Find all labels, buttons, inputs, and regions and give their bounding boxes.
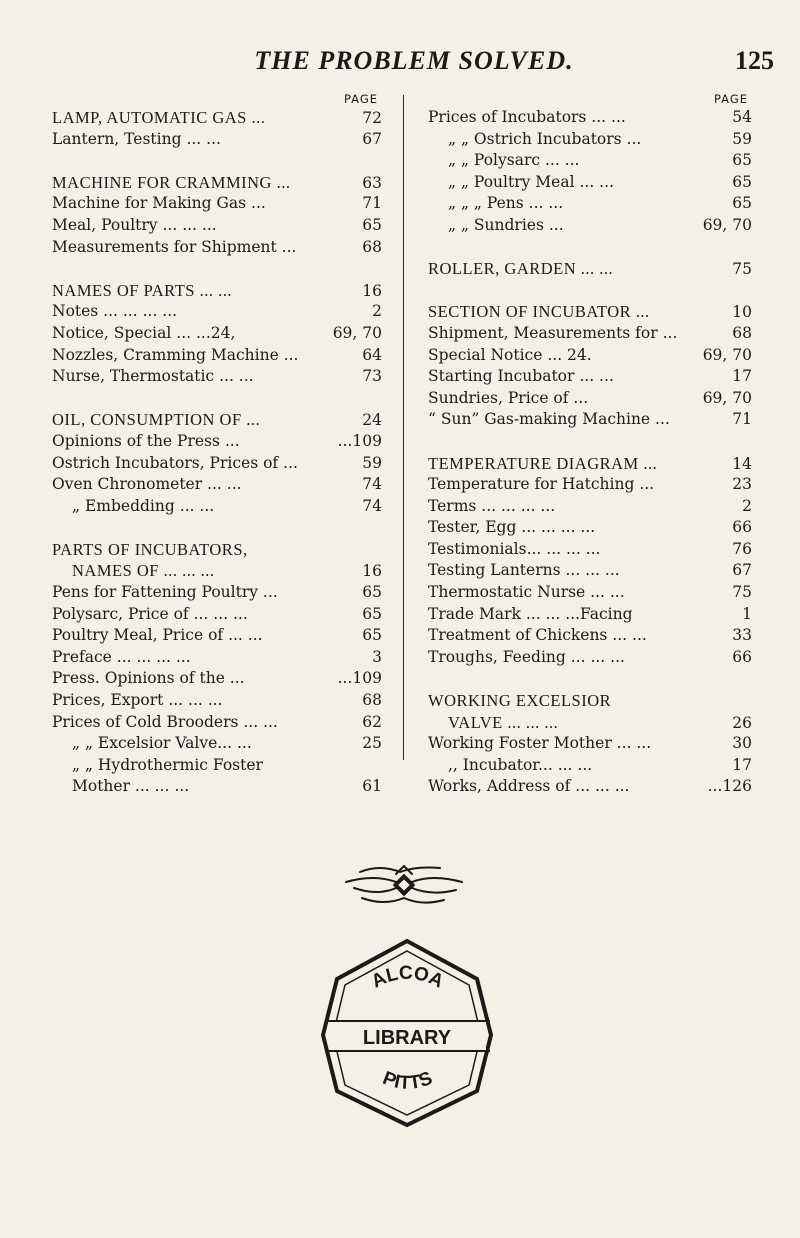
index-entry-text: Prices of Incubators ... ... [428, 108, 626, 126]
index-entry-page: 72 [362, 109, 382, 127]
index-entry-text: Sundries, Price of ... [428, 388, 589, 407]
running-header [54, 46, 774, 76]
index-entry-text: Thermostatic Nurse ... ... [428, 583, 625, 602]
index-entry [52, 193, 382, 215]
index-entry-page: 65 [362, 604, 382, 623]
index-entry-text: „ „ Sundries ... [448, 215, 564, 234]
index-entry [52, 431, 382, 453]
index-entry-page: 17 [732, 755, 752, 774]
page-column-heading: PAGE [713, 92, 748, 106]
index-entry [428, 150, 752, 172]
index-entry-text: ROLLER, GARDEN ... ... [428, 259, 614, 279]
index-entry [428, 388, 752, 410]
index-entry-text: TEMPERATURE DIAGRAM ... [428, 453, 658, 473]
index-entry-text: „ Embedding ... ... [72, 496, 215, 515]
section-gap [428, 280, 752, 302]
index-entry-page: 64 [362, 345, 382, 364]
index-entry-text: Measurements for Shipment ... [52, 237, 297, 256]
index-entry-page: ...109 [337, 431, 382, 450]
index-entry-text: ,, Incubator... ... ... [448, 755, 593, 774]
index-entry [428, 409, 752, 431]
index-entry-text: Trade Mark ... ... ...Facing [428, 604, 633, 623]
section-gap [428, 668, 752, 690]
index-entry [52, 215, 382, 237]
index-entry [428, 733, 752, 755]
index-entry-text: Testimonials... ... ... ... [428, 539, 601, 558]
section-gap [52, 150, 382, 172]
index-entry-text: Starting Incubator ... ... [428, 367, 614, 386]
index-entry-text: NAMES OF PARTS ... ... [52, 280, 232, 300]
index-entry-text: Temperature for Hatching ... [428, 475, 655, 494]
index-entry-text: Notes ... ... ... ... [52, 302, 178, 321]
column-divider [403, 95, 404, 760]
index-entry [52, 625, 382, 647]
index-entry [52, 582, 382, 604]
section-gap [52, 388, 382, 410]
index-entry-page: 65 [362, 215, 382, 234]
index-entry [52, 323, 382, 345]
index-entry-page: 24 [362, 411, 382, 430]
index-entry-text: Treatment of Chickens ... ... [428, 626, 647, 645]
stamp-top-text: ALCOA [368, 962, 447, 993]
index-entry-text: Terms ... ... ... ... [428, 496, 556, 515]
index-entry-text: „ „ Polysarc ... ... [448, 151, 580, 170]
index-entry-page: 2 [742, 496, 752, 515]
section-gap [52, 517, 382, 539]
index-entry-text: Polysarc, Price of ... ... ... [52, 604, 248, 623]
index-entry-page: 25 [362, 734, 382, 753]
index-entry-page: 71 [362, 194, 382, 213]
index-entry [428, 345, 752, 367]
index-entry [428, 647, 752, 669]
index-column-left [52, 92, 382, 798]
index-entry-page: 23 [732, 475, 752, 494]
index-entry [428, 582, 752, 604]
stamp-bottom-text: PITTS [379, 1067, 436, 1095]
index-entry-page: 68 [362, 237, 382, 256]
index-entry-page: 1 [742, 604, 752, 623]
index-entry-page: 67 [732, 561, 752, 580]
index-entry [52, 301, 382, 323]
index-entry-text: Meal, Poultry ... ... ... [52, 215, 217, 234]
index-entry [52, 453, 382, 475]
index-entry [428, 517, 752, 539]
page-title: THE PROBLEM SOLVED. [254, 46, 574, 75]
index-entry-text: Troughs, Feeding ... ... ... [428, 647, 625, 666]
index-entry [52, 366, 382, 388]
index-entry [428, 258, 752, 280]
index-entry-page: 75 [732, 260, 752, 279]
index-entry-page: 67 [362, 129, 382, 148]
index-entry-page: 17 [732, 367, 752, 386]
index-entry [52, 712, 382, 734]
index-entry-page: 30 [732, 734, 752, 753]
index-entry-text: Poultry Meal, Price of ... ... [52, 626, 263, 645]
index-entry-text: „ „ Hydrothermic Foster [72, 755, 263, 774]
index-entry [428, 496, 752, 518]
index-entry-text: NAMES OF ... ... ... [72, 561, 215, 581]
index-entry [428, 453, 752, 475]
index-entry-page: 73 [362, 367, 382, 386]
index-entry-page: 65 [732, 194, 752, 213]
index-entry [52, 129, 382, 151]
decorative-ornament-icon [340, 862, 468, 908]
index-entry-text: Special Notice ... 24. [428, 345, 592, 364]
index-entry-text: „ „ Ostrich Incubators ... [448, 129, 642, 148]
index-entry [428, 539, 752, 561]
index-entry-page: 68 [732, 323, 752, 342]
index-entry-text: Lantern, Testing ... ... [52, 129, 221, 148]
index-entry-text: Press. Opinions of the ... [52, 669, 245, 688]
index-entry [52, 690, 382, 712]
index-entry [52, 280, 382, 302]
section-gap [52, 258, 382, 280]
index-entry-text: Notice, Special ... ...24, [52, 323, 236, 342]
index-entry-text: OIL, CONSUMPTION OF ... [52, 410, 261, 430]
index-entry [428, 366, 752, 388]
library-stamp [315, 935, 500, 1130]
index-entry-page: 68 [362, 691, 382, 710]
index-entry-page: 62 [362, 712, 382, 731]
index-entry-page: 69, 70 [702, 215, 752, 234]
index-entry-page: 2 [372, 302, 382, 321]
index-entry [428, 129, 752, 151]
index-entry [428, 712, 752, 734]
index-entry [52, 733, 382, 755]
index-entry-text: Oven Chronometer ... ... [52, 475, 242, 494]
index-entry-page: 14 [732, 454, 752, 473]
index-entry [428, 560, 752, 582]
index-entry [428, 690, 752, 712]
page-number: 125 [735, 46, 774, 75]
index-entry-text: “ Sun” Gas-making Machine ... [428, 410, 670, 429]
index-entry-page: 33 [732, 626, 752, 645]
index-entry-text: Shipment, Measurements for ... [428, 323, 678, 342]
index-entry-text: Prices, Export ... ... ... [52, 691, 223, 710]
index-entry-page: 54 [732, 108, 752, 126]
section-gap [428, 431, 752, 453]
index-entry-text: Preface ... ... ... ... [52, 647, 191, 666]
index-entry [52, 647, 382, 669]
index-entry [428, 301, 752, 323]
index-entry [52, 409, 382, 431]
index-entry [52, 604, 382, 626]
index-entry-page: 65 [362, 626, 382, 645]
index-entry [52, 776, 382, 798]
index-entry-text: Nozzles, Cramming Machine ... [52, 345, 299, 364]
index-entry [428, 474, 752, 496]
section-gap [428, 237, 752, 259]
stamp-library-text: LIBRARY [362, 1027, 452, 1049]
index-entry-text: Tester, Egg ... ... ... ... [428, 518, 596, 537]
index-entry-text: SECTION OF INCUBATOR ... [428, 302, 650, 322]
index-entry-text: Pens for Fattening Poultry ... [52, 583, 278, 602]
index-entry [428, 776, 752, 798]
index-entry [428, 604, 752, 626]
index-entry-page: 74 [362, 496, 382, 515]
index-entry [52, 539, 382, 561]
index-entry-page: 3 [372, 647, 382, 666]
index-entry-page: 69, 70 [702, 388, 752, 407]
index-entry-text: Testing Lanterns ... ... ... [428, 561, 620, 580]
index-entry-page: 65 [362, 583, 382, 602]
index-entry-page: 26 [732, 713, 752, 732]
index-entry-text: WORKING EXCELSIOR [428, 691, 612, 711]
index-entry-page: 69, 70 [702, 345, 752, 364]
index-entry-page: 16 [362, 562, 382, 581]
index-entry-text: VALVE ... ... ... [448, 712, 559, 732]
index-entry [52, 474, 382, 496]
index-entry-page: 59 [732, 129, 752, 148]
index-entry-page: 66 [732, 647, 752, 666]
index-entry-page: 10 [732, 303, 752, 322]
index-entry [52, 237, 382, 259]
index-entry-page: ...109 [337, 669, 382, 688]
index-entry [428, 215, 752, 237]
index-entry [428, 323, 752, 345]
index-entry-page: 59 [362, 453, 382, 472]
index-entry [52, 668, 382, 690]
index-entry [52, 172, 382, 194]
index-entry-page: 65 [732, 151, 752, 170]
index-entry [52, 755, 382, 777]
index-entry [428, 193, 752, 215]
index-entry-page: 76 [732, 539, 752, 558]
index-entry-page: 16 [362, 281, 382, 300]
index-entry-page: 65 [732, 172, 752, 191]
index-entry-text: Opinions of the Press ... [52, 431, 240, 450]
index-entries [428, 107, 752, 798]
index-entry-page: 71 [732, 410, 752, 429]
index-entry-text: Ostrich Incubators, Prices of ... [52, 453, 298, 472]
index-entry-text: PARTS OF INCUBATORS, [52, 539, 248, 559]
index-entry [428, 172, 752, 194]
index-entry-text: Works, Address of ... ... ... [428, 777, 630, 796]
index-entry [52, 345, 382, 367]
index-entry-text: „ „ Excelsior Valve... ... [72, 734, 252, 753]
index-entry-text: Mother ... ... ... [72, 777, 190, 796]
index-entry [52, 496, 382, 518]
index-entry-page: ...126 [707, 777, 752, 796]
index-entry-page: 75 [732, 583, 752, 602]
index-entry-page: 63 [362, 173, 382, 192]
index-entry-page: 61 [362, 777, 382, 796]
index-entry-text: Machine for Making Gas ... [52, 194, 266, 213]
svg-text:PITTS [380, 1068, 436, 1094]
index-entry-text: LAMP, AUTOMATIC GAS ... [52, 108, 266, 127]
index-entries [52, 107, 382, 798]
index-entry-text: Nurse, Thermostatic ... ... [52, 367, 254, 386]
index-entry-page: 69, 70 [332, 323, 382, 342]
index-entry [52, 107, 382, 129]
index-entry-page: 74 [362, 475, 382, 494]
index-entry [428, 107, 752, 129]
index-entry-text: „ „ Poultry Meal ... ... [448, 172, 614, 191]
index-entry-text: Working Foster Mother ... ... [428, 734, 652, 753]
index-entry [52, 560, 382, 582]
index-entry-page: 66 [732, 518, 752, 537]
index-entry-text: Prices of Cold Brooders ... ... [52, 712, 278, 731]
page-column-heading: PAGE [343, 92, 378, 106]
index-entry-text: MACHINE FOR CRAMMING ... [52, 172, 291, 192]
index-entry [428, 755, 752, 777]
index-column-right [428, 92, 752, 798]
index-entry [428, 625, 752, 647]
index-entry-text: „ „ „ Pens ... ... [448, 194, 564, 213]
